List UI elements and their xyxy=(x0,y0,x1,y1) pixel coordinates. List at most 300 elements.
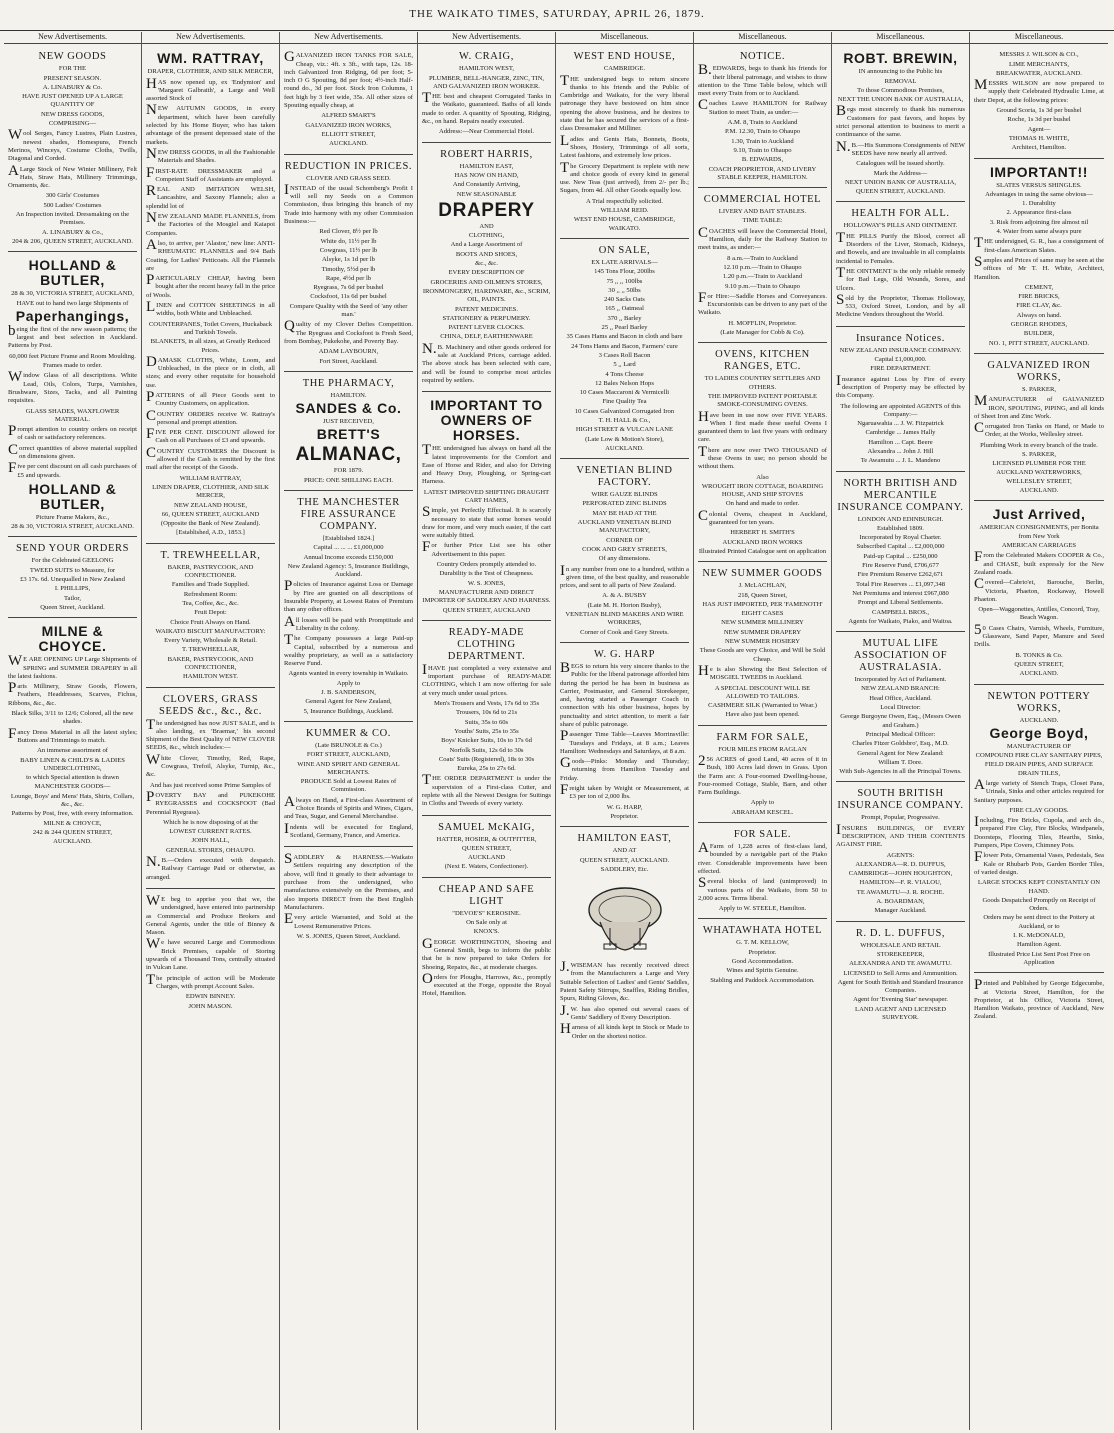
ad-text: 12 Bales Nelson Hops xyxy=(595,379,654,387)
ad-text: Cambridge ... James Hally xyxy=(865,429,936,437)
advertisement xyxy=(146,690,275,889)
ad-text: BEGS to return his very sincere thanks to the Public for the liberal patronage afforded him during the period he has been in business as Carrier, Postmaster, and General Storekeeper, and, having started a Passenger Coach in connection with his other business, hopes by punctuality and strict attention, to merit a fair share of public patronage. xyxy=(560,659,689,728)
ad-text: COUNTRY CUSTOMERS the Discount is allowed if the Cash is remitted by the first mail after the receipt of the Goods. xyxy=(146,444,275,472)
ad-text: NEW AUTUMN GOODS, in every department, which have been carefully selected by his Home Buyer, who has taken advantage of the present depressed state of the markets. xyxy=(146,102,275,146)
ad-text: COACH PROPRIETOR, AND LIVERY STABLE KEEPER, HAMILTON. xyxy=(708,165,817,181)
ad-text: Stabling and Paddock Accommodation. xyxy=(710,976,815,984)
ad-text: INSTEAD of the usual Schomberg's Profit I will sell my Seeds on a Common Commission, thus bringing this branch of my Trade into harmony with my other Commission Business:— xyxy=(284,181,413,226)
ad-text: Lounge, Boys' and Mens' Hats, Shirts, Collars, &c., &c. xyxy=(10,792,135,808)
advertisement xyxy=(284,849,413,946)
ad-text: Coaches Leave HAMILTON for Railway Station to meet Train, as under:— xyxy=(698,97,827,116)
ad-text: SADDLERY, Etc. xyxy=(600,865,649,873)
ad-text: Youths' Suits, 25s to 35s xyxy=(454,727,519,735)
ad-text: Also, to arrive, per 'Alastor,' new line: ANTI-RHEUMATIC FLANNELS and 9/4 Bath Coating, for Ladies' Petticoats. All the Flannels are xyxy=(146,236,275,272)
ad-title: NEWTON POTTERY WORKS, xyxy=(987,690,1091,714)
ad-text: LATEST IMPROVED SHIFTING DRAUGHT CART HAMES, xyxy=(423,488,550,504)
ad-text: AUCKLAND. xyxy=(1019,716,1059,724)
ad-text: On hand and made to order. xyxy=(725,500,800,508)
advertisement xyxy=(422,880,551,1005)
ad-text: J.W. has also opened out several cases of Gents' Saddlery of Every Description. xyxy=(560,1002,689,1021)
ad-text: S. PARKER, xyxy=(1021,450,1057,458)
ad-text: Prompt and Liberal Settlements. xyxy=(857,599,944,607)
ad-text: THE PILLS Purify the Blood, correct all Disorders of the Liver, Stomach, Kidneys, and Bowels, and are invaluable in all complaints incidental to Females. xyxy=(836,229,965,265)
ad-text: S. PARKER, xyxy=(1021,385,1057,393)
ad-text: Rape, 4½d per lb xyxy=(325,274,372,282)
ad-text: N.B. Machinery and other goods ordered for sale at Auckland Prices, carriage added. The above stock has been selected with care, and will be found to comprise most articles required by settlers. xyxy=(422,340,551,384)
ad-text: HOLLOWAY'S PILLS AND OINTMENT. xyxy=(843,222,958,230)
ad-text: MAY BE HAD AT THE xyxy=(592,509,657,517)
ad-text: AUCKLAND IRON WORKS xyxy=(722,538,803,546)
ad-text: 28 & 30, VICTORIA STREET, AUCKLAND, xyxy=(11,290,134,298)
ad-text: NEW DRESS GOODS, in all the Fashionable Materials and Shades. xyxy=(146,145,275,165)
ad-text: Several blocks of land (unimproved) in various parts of the Waikato, from 50 to 2,000 acres. Terms liberal. xyxy=(698,875,827,902)
ad-text: Wool Serges, Fancy Lustres, Plain Lustres, newest shades, Homespuns, French Merinos, Winceys, Costume Cloths, Twills, Diagonal and Corded. xyxy=(8,127,137,163)
ad-text: Insurance against Loss by Fire of every description of Property may be effected by this Company. xyxy=(836,372,965,400)
ad-text: JOHN HALL, xyxy=(191,837,230,845)
ad-title: CHEAP AND SAFE LIGHT xyxy=(438,883,535,907)
ad-title: REDUCTION IN PRICES. xyxy=(284,160,413,172)
ad-text: The Grocery Department is replete with new and choice goods of every kind in general use. New Teas (just arrived), from 2/- per lb.; Sugars, from 4d. All other Goods equally low. xyxy=(560,159,689,195)
ad-text: HAMILTON. xyxy=(330,391,367,399)
ad-text: GROCERIES AND OILMEN'S STORES, xyxy=(430,278,543,286)
ad-text: The following are appointed AGENTS of this Company:— xyxy=(840,402,961,418)
ad-text: Patterns by Post, free, with every information. xyxy=(11,810,134,818)
ad-text: [Established, A.D., 1853.] xyxy=(176,529,245,537)
ad-text: Fine Quality Tea xyxy=(602,398,647,406)
advertisement xyxy=(698,190,827,343)
column-header: Miscellaneous. xyxy=(694,32,831,44)
ad-text: HAS now opened up, ex 'Endymion' and 'Margaret Galbraith', a Large and Well assorted Stock of xyxy=(146,75,275,103)
ad-text: Have also just been opened. xyxy=(725,711,800,719)
ad-text: Printed and Published by George Edgecumbe, at Victoria Street, Hamilton, for the Proprietor, at his Office, Victoria Street, Hamilton Waikato, province of Auckland, New Zealand. xyxy=(974,977,1104,1021)
ad-text: NEW ZEALAND BRANCH: xyxy=(861,685,940,693)
ad-text: SANDES & Co. xyxy=(295,400,402,417)
ad-text: Red Clover, 8½ per lb xyxy=(319,228,378,236)
ad-text: Men's Trousers and Vests, 17s 6d to 35s xyxy=(433,700,540,708)
ad-text: Open—Waggonettes, Antilles, Concord, Tray, Beach Wagon. xyxy=(978,606,1100,622)
ad-text: Prompt, Popular, Progressive. xyxy=(861,814,940,822)
ad-text: B. EDWARDS, xyxy=(741,156,784,164)
ad-text: THOMAS H. WHITE, xyxy=(1008,134,1070,142)
ad-text: Hamilton Agent. xyxy=(1017,941,1061,949)
ad-text: Alexandra ... John J. Hill xyxy=(867,447,934,455)
ad-text: WEST END HOUSE, CAMBRIDGE, WAIKATO. xyxy=(573,216,676,232)
ad-text: T. TREWHEELLAR, xyxy=(181,646,240,654)
ad-text: Corner of Cook and Grey Streets. xyxy=(580,628,669,636)
ad-text: Choice Fruit Always on Hand. xyxy=(170,618,251,626)
ad-text: And has just received some Prime Samples of xyxy=(149,781,272,789)
ad-text: Address:—Near Commercial Hotel. xyxy=(438,128,535,136)
column-4 xyxy=(418,32,556,1430)
ad-text: [Established 1824.] xyxy=(322,534,375,542)
ad-text: On Sale only at xyxy=(466,919,507,927)
advertisement xyxy=(974,161,1104,354)
ad-text: And Constantly Arriving, xyxy=(452,181,521,189)
ad-text: Hamilton ... Capt. Beere xyxy=(868,438,933,446)
ad-text: 75 ,, ,, 100lbs xyxy=(606,277,643,285)
ad-text: to which Special attention is drawn xyxy=(26,774,119,782)
ad-text: STATIONERY & PERFUMERY. xyxy=(442,314,531,322)
ad-text: Wines and Spirits Genuine. xyxy=(726,967,799,975)
ad-text: BREAKWATER, AUCKLAND. xyxy=(996,69,1082,77)
ad-text: Every article Warranted, and Sold at the Lowest Remunerative Prices. xyxy=(284,911,413,930)
ad-text: William T. Dore. xyxy=(878,758,923,766)
ad-text: JOHN MASON. xyxy=(188,1002,233,1010)
ad-text: GEORGE WORTHINGTON, Shoeing and General Smith, begs to inform the public that he is now prepared to take Orders for Shoeing, Repairs, &c., at moderate charges. xyxy=(422,935,551,971)
ad-text: The principle of action will be Moderate Charges, with prompt Account Sales. xyxy=(146,971,275,990)
ad-text: Alarge variety of Stench Traps, Closet Pans, Urinals, Sinks and other articles required for Sanitary purposes. xyxy=(974,777,1104,804)
ad-text: The Company possesses a large Paid-up Capital, subscribed by a numerous and wealthy proprietary, as well as a satisfactory Reserve Fund. xyxy=(284,632,413,668)
ad-text: An Inspection invited. Dressmaking on the Premises. xyxy=(15,211,130,227)
ad-text: He is also Showing the Best Selection of MOSGIEL TWEEDS in Auckland. xyxy=(698,662,827,682)
ad-text: Total Fire Reserves ... £1,097,348 xyxy=(855,580,946,588)
ad-text: And a Large Assortment of xyxy=(450,241,523,249)
ad-title: FOR SALE. xyxy=(733,829,792,841)
ad-title: HOLLAND & BUTLER, xyxy=(28,257,117,289)
ad-text: THE undersigned has always on hand all the latest improvements for the Comfort and Ease of Horse and Rider, and also for Driving and Heavy Dray, Ploughing, or Spring-cart Harness. xyxy=(422,442,551,486)
ad-title: NORTH BRITISH AND MERCANTILE INSURANCE COMPANY. xyxy=(837,477,964,513)
advertisement xyxy=(974,975,1104,1027)
ad-text: From the Celebrated Makers COOPER & Co., and CHASE, built expressly for the New Zealand roads. xyxy=(974,549,1104,576)
ad-title: HEALTH FOR ALL. xyxy=(851,208,950,220)
ad-title: W. CRAIG, xyxy=(459,51,514,63)
ad-text: Agent— xyxy=(1027,125,1051,133)
ad-text: 60,000 feet Picture Frame and Room Moulding. xyxy=(9,352,136,360)
ad-text: George Burgoyne Owen, Esq., (Messrs Owen and Graham.) xyxy=(840,713,961,729)
advertisement xyxy=(974,503,1104,684)
ad-text: New Zealand Agency: 5, Insurance Buildings, Auckland. xyxy=(287,562,410,579)
ad-text: AUCKLAND. xyxy=(1019,487,1059,495)
ad-text: Apply to W. STEELE, Hamilton. xyxy=(718,905,807,913)
ad-text: A Trial respectfully solicited. xyxy=(586,197,663,205)
ad-text: To those Commodious Premises, xyxy=(857,86,944,94)
ad-text: 3. Risk from adjoining fire almost nil xyxy=(989,218,1089,226)
ad-text: ALMANAC, xyxy=(295,444,402,466)
ad-text: ALEXANDRA AND TE AWAMUTU. xyxy=(849,960,952,968)
ad-text: 9.10, Train to Ohaupo xyxy=(733,146,792,154)
column-2 xyxy=(142,32,280,1430)
ad-text: EX LATE ARRIVALS— xyxy=(591,258,658,266)
ad-text: Orders may be sent direct to the Pottery at Auckland, or to xyxy=(983,914,1095,930)
column-header: Miscellaneous. xyxy=(556,32,693,44)
newspaper-columns xyxy=(4,32,1110,1430)
ad-text: KNOX'S. xyxy=(473,928,500,936)
ad-text: An immense assortment of xyxy=(37,747,108,755)
ad-text: COMPRISING— xyxy=(48,120,97,128)
ad-text: Of any dimensions. xyxy=(598,555,651,563)
ad-text: Frames made to order. xyxy=(43,362,102,370)
ad-text: TE AWAMUTU—J. R. ROCHE. xyxy=(856,888,945,896)
ad-text: Mark the Address— xyxy=(873,169,928,177)
ad-text: Eureka, 25s to 27s 6d. xyxy=(457,765,516,773)
ad-text: Timothy, 5½d per lb xyxy=(321,265,376,273)
ad-text: being the first of the new season patterns; the largest and best selection in Auckland. Patterns by Post. xyxy=(8,322,137,350)
ad-text: BABY LINEN & CHILD'S & LADIES UNDERCLOTHING, xyxy=(20,756,125,772)
ad-text: FOR THE xyxy=(58,65,87,73)
ad-text: 10 Cases Galvanized Corrugated Iron xyxy=(574,407,675,415)
ad-text: H. MOFFLIN, Proprietor. xyxy=(728,319,797,327)
ad-title: IMPORTANT!! xyxy=(989,163,1089,180)
ad-title: CLOVERS, GRASS SEEDS &c., &c., &c. xyxy=(159,693,262,717)
ad-text: A SPECIAL DISCOUNT WILL BE ALLOWED TO TAILORS. xyxy=(714,684,811,700)
ad-text: Colonial Ovens, cheapest in Auckland, guaranteed for ten years. xyxy=(698,507,827,527)
ad-text: Fruit Depot: xyxy=(194,609,227,617)
ad-text: Illustrated Printed Catalogue sent on application xyxy=(698,547,827,555)
ad-text: FIRE BRICKS, xyxy=(1018,293,1060,301)
ad-text: Established 1809. xyxy=(877,524,924,532)
ad-text: BUILDER, xyxy=(1023,330,1055,338)
ad-text: J.WISEMAN has recently received direct from the Manufacturers a Large and Very Suitable Selection of Ladies' and Gents' Saddles, Patent Safety Stirrups, Snaffles, Riding Bridles, Spurs, Riding Gloves, &c. xyxy=(560,959,689,1003)
ad-title: OVENS, KITCHEN RANGES, ETC. xyxy=(715,349,810,373)
ad-text: 145 Tons Flour, 200lbs xyxy=(594,268,655,276)
ad-text: &c., &c. xyxy=(475,260,498,268)
ad-text: DRAPERY xyxy=(438,199,535,221)
ad-text: PARTICULARLY CHEAP, having been bought after the recent heavy fall in the price of Wools. xyxy=(146,272,275,299)
ad-text: Refreshment Room: xyxy=(183,590,238,598)
ad-title: IMPORTANT TO OWNERS OF HORSES. xyxy=(430,397,543,444)
ad-text: Head Office, Auckland. xyxy=(869,694,932,702)
ad-title: NEW SUMMER GOODS xyxy=(702,568,823,580)
ad-text: COUNTRY ORDERS receive W. Rattray's personal and prompt attention. xyxy=(146,407,275,426)
ad-text: VENETIAN BLIND MAKERS AND WIRE WORKERS, xyxy=(565,611,684,627)
ad-text: SADDLERY & HARNESS.—Waikato Settlers requiring any description of the above, will find it greatly to their advantage to purchase from the undersigned, who manufactures extensively on the Premises, and also imports DIRECT from the Best English Manufacturers. xyxy=(284,851,413,911)
ad-text: PATENT MEDICINES. xyxy=(454,305,518,313)
ad-text: ABRAHAM KESCEL. xyxy=(731,808,794,816)
ad-text: 242 & 244 QUEEN STREET, xyxy=(32,828,113,836)
ad-text: Tea, Coffee, &c., &c. xyxy=(182,599,239,607)
advertisement xyxy=(698,825,827,919)
ad-text: HAVE out to hand two large Shipments of xyxy=(16,299,129,307)
ad-text: CEMENT, xyxy=(1024,283,1054,291)
advertisement xyxy=(698,728,827,823)
ad-text: Illustrated Price List Sent Post Free on Application xyxy=(988,950,1090,966)
ad-text: 1. Durability xyxy=(1022,200,1056,208)
ad-text: Proprietor. xyxy=(610,812,639,820)
ad-text: 256 ACRES of good Land, 40 acres of it in Bush, 180 Acres laid down in Grass. Upon the Farm are: A Four-roomed Dwelling-house, Four-roomed Cottage, Stable, Barn, and other Farm Buildings. xyxy=(698,753,827,797)
advertisement xyxy=(698,564,827,725)
ad-text: ELLIOTT STREET, xyxy=(321,130,376,138)
ad-text: George Boyd, xyxy=(989,724,1089,741)
ad-title: MILNE & CHOYCE. xyxy=(38,623,107,655)
advertisement xyxy=(146,891,275,1016)
ad-text: AUCKLAND VENETIAN BLIND MANUFACTORY, xyxy=(577,519,672,535)
advertisement xyxy=(284,374,413,491)
ad-text: GALVANIZED IRON WORKS, xyxy=(305,121,392,129)
ad-text: PRODUCE Sold at Lowest Rates of Commission. xyxy=(300,778,397,794)
ad-title: COMMERCIAL HOTEL xyxy=(703,194,822,206)
ad-text: Compare Quality with the Seed of 'any other man.' xyxy=(289,302,408,319)
ad-text: NEW ZEALAND MADE FLANNELS, from the Factories of the Mosgiel and Kaiapoi Companies. xyxy=(146,210,275,237)
advertisement xyxy=(422,47,551,142)
ad-text: MESSRS WILSON are now prepared to supply their Celebrated Hydraulic Lime, at their Depot, at the following prices: xyxy=(974,77,1104,104)
ad-text: P.M. 12.30, Train to Ohaupo xyxy=(724,128,801,136)
ad-text: 4. Water from same always pure xyxy=(996,228,1082,236)
ad-text: Orders for Ploughs, Harrows, &c., promptly executed at the Forge, opposite the Royal Hotel, Hamilton. xyxy=(422,970,551,998)
ad-text: AUCKLAND. xyxy=(329,140,368,148)
ad-text: QUEEN STREET, AUCKLAND. xyxy=(855,188,946,196)
ad-text: Agent for South British and Standard Insurance Companies. xyxy=(837,978,964,995)
advertisement xyxy=(836,47,965,202)
ad-text: QUEEN STREET, AUCKLAND xyxy=(442,606,531,614)
ad-text: Simple, yet Perfectly Effectual. It is scarcely necessary to state that some horses would draw for more, and very much easier, if the cart were suitably fitted. xyxy=(422,504,551,540)
ad-text: FIVE PER CENT. DISCOUNT allowed for Cash on all Purchases of £3 and upwards. xyxy=(146,426,275,445)
ad-text: We have secured Large and Commodious Brick Premises, capable of Storing upwards of a Thousand Tons, centrally situated in Vulcan Lane. xyxy=(146,936,275,972)
ad-text: WROUGHT IRON COTTAGE, BOARDING HOUSE, AND SHIP STOVES xyxy=(701,482,824,499)
advertisement xyxy=(284,724,413,847)
ad-text: Samples and Prices of same may be seen at the offices of Mr T. H. White, Architect, Hamilton. xyxy=(974,253,1104,281)
ad-text: PATENT LEVER CLOCKS. xyxy=(448,324,525,332)
ad-text: Picture Frame Makers, &c., xyxy=(35,513,110,521)
advertisement xyxy=(836,924,965,1028)
ad-title: VENETIAN BLIND FACTORY. xyxy=(576,465,673,489)
ad-text: NEW ZEALAND HOUSE, xyxy=(174,501,247,509)
ad-text: NEW DRESS GOODS, xyxy=(40,110,105,118)
ad-text: 3 Cases Roll Bacon xyxy=(598,351,651,359)
ad-text: N.B.—Orders executed with despatch. Railway Carriage Paid or otherwise, as arranged. xyxy=(146,854,275,881)
ad-text: IHAVE just completed a very extensive and important purchase of READY-MADE CLOTHING, which I am now offering for sale at very much under usual prices. xyxy=(422,661,551,697)
ad-text: THE undersigned, G. R., has a consignment of first-class American Slates. xyxy=(974,235,1104,254)
ad-text: HATTER, HOSIER, & OUTFITTER, xyxy=(436,835,537,843)
ad-text: QUEEN STREET, xyxy=(461,844,512,852)
ad-title: NOTICE. xyxy=(739,51,786,63)
ad-text: White Clover, Timothy, Red, Rape, Cowgrass, Trefoil, Alsyke, Turnip, &c., &c. xyxy=(146,751,275,779)
ad-text: G. T. M. KELLOW, xyxy=(736,939,789,947)
ad-text: 1.30, Train to Auckland xyxy=(731,137,794,145)
ad-text: J. B. SANDERSON, xyxy=(321,689,376,697)
ad-title: MUTUAL LIFE ASSOCIATION OF AUSTRALASIA. xyxy=(853,638,948,674)
ad-text: SLATES VERSUS SHINGLES. xyxy=(996,181,1082,189)
ad-text: ALEXANDRA—R. D. DUFFUS, xyxy=(855,860,946,868)
ad-text: Proprietor. xyxy=(748,948,777,956)
ad-text: (Late M. H. Horton Busby), xyxy=(587,601,662,609)
advertisement xyxy=(8,47,137,252)
ad-text: MILNE & CHOYCE, xyxy=(43,819,102,827)
advertisement xyxy=(836,634,965,782)
ad-text: Cocksfoot, 11s 6d per bushel xyxy=(310,293,387,301)
ad-text: Apply to xyxy=(336,679,361,687)
ad-text: "DEVOE'S" KEROSINE. xyxy=(452,909,521,917)
ad-text: LIVERY AND BAIT STABLES. xyxy=(718,208,807,216)
column-header: New Advertisements. xyxy=(4,32,141,44)
advertisement xyxy=(560,461,689,643)
ad-text: Agent for 'Evening Star' newspaper. xyxy=(853,996,948,1004)
ad-text: HAVE JUST OPENED UP A LARGE QUANTITY OF xyxy=(22,93,123,109)
ad-text: ALFRED SMART'S xyxy=(321,112,376,120)
ad-text: General Agent for New Zealand, xyxy=(305,698,392,706)
ad-text: 12.10 p.m.—Train to Ohaupo xyxy=(723,263,802,271)
ad-text: There are now over TWO THOUSAND of these Ovens in use; no person should be without them. xyxy=(698,443,827,471)
advertisement xyxy=(8,254,137,537)
advertisement xyxy=(974,687,1104,974)
ad-text: CLOVER AND GRASS SEED. xyxy=(306,174,391,182)
advertisement xyxy=(974,47,1104,158)
ad-text: CAMBRIDGE. xyxy=(603,65,646,73)
ad-text: PATTERNS of all Piece Goods sent to Country Customers, on application. xyxy=(146,388,275,408)
advertisement xyxy=(8,539,137,618)
ad-text: THE ORDER DEPARTMENT is under the supervision of a First-class Cutter, and replete with all the Newest Designs for Suitings in Cloths and Tweeds of every variety. xyxy=(422,772,551,808)
ad-title: WEST END HOUSE, xyxy=(573,51,676,63)
ad-text: Fire Reserve Fund, £706,677 xyxy=(862,562,939,570)
ad-text: AUCKLAND. xyxy=(1019,670,1059,678)
ad-text: WILLIAM REID. xyxy=(600,207,649,215)
ad-text: REAL AND IMITATION WELSH, Lancashire, and Saxony Flannels; also a splendid lot of xyxy=(146,183,275,210)
ad-text: LOWEST CURRENT RATES. xyxy=(169,828,252,836)
advertisement xyxy=(836,474,965,633)
ad-title: WM. RATTRAY, xyxy=(157,50,264,67)
ad-text: Families and Trade Supplied. xyxy=(171,581,250,589)
ad-text: 5 ,, Lard xyxy=(613,361,636,369)
ad-text: Alsyke, 1s 1d per lb xyxy=(322,256,375,264)
ad-text: Durability is the Test of Cheapness. xyxy=(439,570,534,578)
ad-text: BLANKETS, in all sizes, at Greatly Reduced Prices. xyxy=(150,338,271,354)
ad-text: 218, Queen Street, xyxy=(737,591,788,599)
ad-text: LINEN DRAPER, CLOTHIER, AND SILK MERCER, xyxy=(152,483,269,500)
ad-text: Paid-up Capital ... £250,000 xyxy=(863,552,938,560)
ad-text: HIGH STREET & VULCAN LANE xyxy=(575,426,674,434)
ad-text: Always on Hand, a First-class Assortment of Choice Brands of Spirits and Wines, Cigars, and Teas, Sugar, and General Merchandise. xyxy=(284,793,413,821)
column-header: New Advertisements. xyxy=(418,32,555,44)
ad-text: COUNTERPANES, Toilet Covers, Huckaback and Turkish Towels. xyxy=(148,320,273,336)
ad-text: LIME MERCHANTS, xyxy=(1008,60,1070,68)
ad-text: THE best and cheapest Corrugated Tanks in the Waikato, guaranteed. Baths of all kinds made to order. A quantity of Spouting, Ridging, &c., on hand. Repairs neatly executed. xyxy=(422,90,551,126)
ad-text: HAS NOW ON HAND, xyxy=(454,171,519,179)
ad-text: PRESENT SEASON. xyxy=(43,74,102,82)
ad-text: Begs most sincerely to thank his numerous Customers for past favors, and hopes by strict personal attention to business to merit a continuance of the same. xyxy=(836,103,965,139)
ad-text: MESSRS J. WILSON & CO., xyxy=(999,51,1079,59)
ad-title: Just Arrived, xyxy=(992,506,1086,523)
ad-text: 50 Cases Chairs, Varnish, Wheels, Furniture, Glassware, Sand Paper, Manure and Seed Drills. xyxy=(974,621,1104,649)
ad-text: Tailor, xyxy=(63,594,82,602)
advertisement xyxy=(560,645,689,827)
ad-text: ADAM LAYBOURN, xyxy=(318,348,379,356)
ad-title: THE PHARMACY, xyxy=(302,377,395,389)
ad-text: Incorporated by Act of Parliament. xyxy=(854,676,947,684)
ad-text: Annual Income exceeds £150,000 xyxy=(303,553,394,561)
ad-text: Window Glass of all descriptions. White Lead, Oils, Colors, Turps, Varnishes, Brushware, Sizes, Tacks, and all Painting requisites. xyxy=(8,369,137,405)
ad-text: These Goods are very Choice, and Will be Sold Cheap. xyxy=(699,647,826,663)
ad-text: 66, QUEEN STREET, AUCKLAND xyxy=(161,510,260,518)
ad-text: EIGHT CASES xyxy=(741,610,784,618)
ad-text: IN announcing to the Public his xyxy=(858,68,943,76)
advertisement xyxy=(284,157,413,372)
ad-text: 10 Cases Maccaroni & Vermicelli xyxy=(579,389,670,397)
advertisement xyxy=(698,921,827,989)
column-header: New Advertisements. xyxy=(142,32,279,44)
ad-text: QUEEN STREET, xyxy=(1014,660,1064,668)
ad-text: W. S. JONES, xyxy=(467,579,506,587)
advertisement xyxy=(284,493,413,722)
advertisement xyxy=(560,47,689,239)
ad-text: Black Silks, 3/11 to 12/6; Colored, all the new shades. xyxy=(11,710,134,726)
ad-text: FIRE CLAY, &c. xyxy=(1016,302,1062,310)
ad-text: £3 17s. 6d. Unequalled in New Zealand xyxy=(20,576,125,584)
ad-text: MANUFACTURER of GALVANIZED IRON, SPOUTING, PIPING, and all kinds of Sheet Iron and Zinc Work. xyxy=(974,393,1104,420)
ad-text: Ngaruawahia ... J. W. Fitzpatrick xyxy=(857,420,944,428)
ad-text: Correct quantities of above material supplied on dimensions given. xyxy=(8,441,137,460)
advertisement xyxy=(560,241,689,459)
ad-text: White do, 11½ per lb xyxy=(320,237,377,245)
ad-text: AMERICAN CONSIGNMENTS, per Bonita from New York xyxy=(979,524,1099,540)
ad-text: EDWIN BINNEY. xyxy=(185,993,236,1001)
ad-text: Trousers, 10s 6d to 21s xyxy=(455,709,518,717)
ad-text: LONDON AND EDINBURGH. xyxy=(857,515,944,523)
ad-text: A.M. 8, Train to Auckland xyxy=(727,119,798,127)
ad-text: T. H. HALL & Co., xyxy=(598,416,651,424)
ad-title: W. G. HARP xyxy=(593,648,656,660)
ad-text: DAMASK CLOTHS, White, Loom, and Unbleached, in the piece or in cloth, all sizes; and every other requisite for household use. xyxy=(146,353,275,389)
ad-text: PLUMBER, BELL-HANGER, ZINC, TIN, AND GALVANIZED IRON WORKER. xyxy=(428,74,545,90)
ad-text: WELLESLEY STREET, xyxy=(1006,477,1072,485)
